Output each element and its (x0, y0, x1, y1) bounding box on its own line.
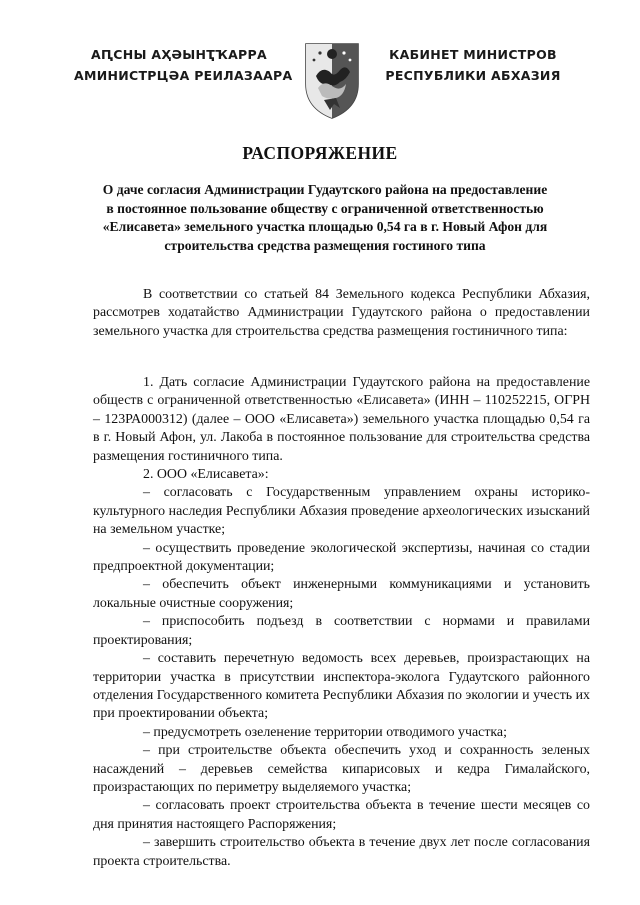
item-1: 1. Дать согласие Администрации Гудаутского района на предоставление обществ с ограниченной ответственностью «Елисавета» (ИНН – 110252215, ОГРН – 123РА000312) (далее – ООО «Елисавета») земельного участка площадью 0,54 га в г. Новый Афон, ул. Лакоба в постоянное пользование для строительства средства размещения гостиничного типа. (93, 375, 590, 464)
subitem: – согласовать проект строительства объекта в течение шести месяцев со дня принятия настоящего Распоряжения; (93, 798, 590, 832)
subitem: – осуществить проведение экологической экспертизы, начиная со стадии предпроектной документации; (93, 540, 590, 575)
order-items (93, 374, 590, 871)
header-right (368, 44, 578, 86)
item-2: 2. ООО «Елисавета»: (143, 467, 269, 483)
subitem: – завершить строительство объекта в течение двух лет после согласования проекта строительства. (93, 835, 590, 869)
intro-paragraph (93, 286, 590, 341)
abkhazia-coat-of-arms-icon (300, 38, 364, 122)
header-left-line1: АԤСНЫ АҲӘЫНҬҠАРРА (91, 47, 267, 62)
subitem: – обеспечить объект инженерными коммуникациями и установить локальные очистные сооружения; (93, 577, 590, 611)
header-right-line2: РЕСПУБЛИКИ АБХАЗИЯ (385, 68, 561, 83)
subitem: – согласовать с Государственным управлением охраны историко-культурного наследия Республики Абхазия проведение археологических изысканий на земельном участке; (93, 485, 590, 538)
header-left (74, 44, 293, 86)
subitem: – предусмотреть озеленение территории отводимого участка; (143, 724, 507, 740)
subitem: – приспособить подъезд в соответствии с нормами и правилами проектирования; (93, 614, 590, 648)
document-subtitle: О даче согласия Администрации Гудаутского района на предоставление в постоянное пользование обществу с ограниченной ответственностью «Елисавета» земельного участка площадью 0,54 га в г. Новый Афон для строительства средства размещения гостиного типа (102, 182, 548, 253)
header-right-line1: КАБИНЕТ МИНИСТРОВ (389, 47, 557, 62)
intro-text: В соответствии со статьей 84 Земельного кодекса Республики Абхазия, рассмотрев ходатайство Администрации Гудаутского района о предоставлении земельного участка для строительства средства размещения гостиничного типа: (93, 287, 590, 339)
header-left-line2: АМИНИСТРЦӘА РЕИЛАЗААРА (74, 68, 293, 83)
subitem: – при строительстве объекта обеспечить уход и сохранность зеленых насаждений – деревьев семейства кипарисовых и кедра Гималайского, произрастающих по периметру выделяемого участка; (93, 743, 590, 795)
subitem: – составить перечетную ведомость всех деревьев, произрастающих на территории участка в присутствии инспектора-эколога Гудаутского районного отделения Государственного комитета Республики Абхазия по экологии и учесть их при проектировании объекта; (93, 651, 590, 722)
document-title: РАСПОРЯЖЕНИЕ (242, 143, 398, 163)
